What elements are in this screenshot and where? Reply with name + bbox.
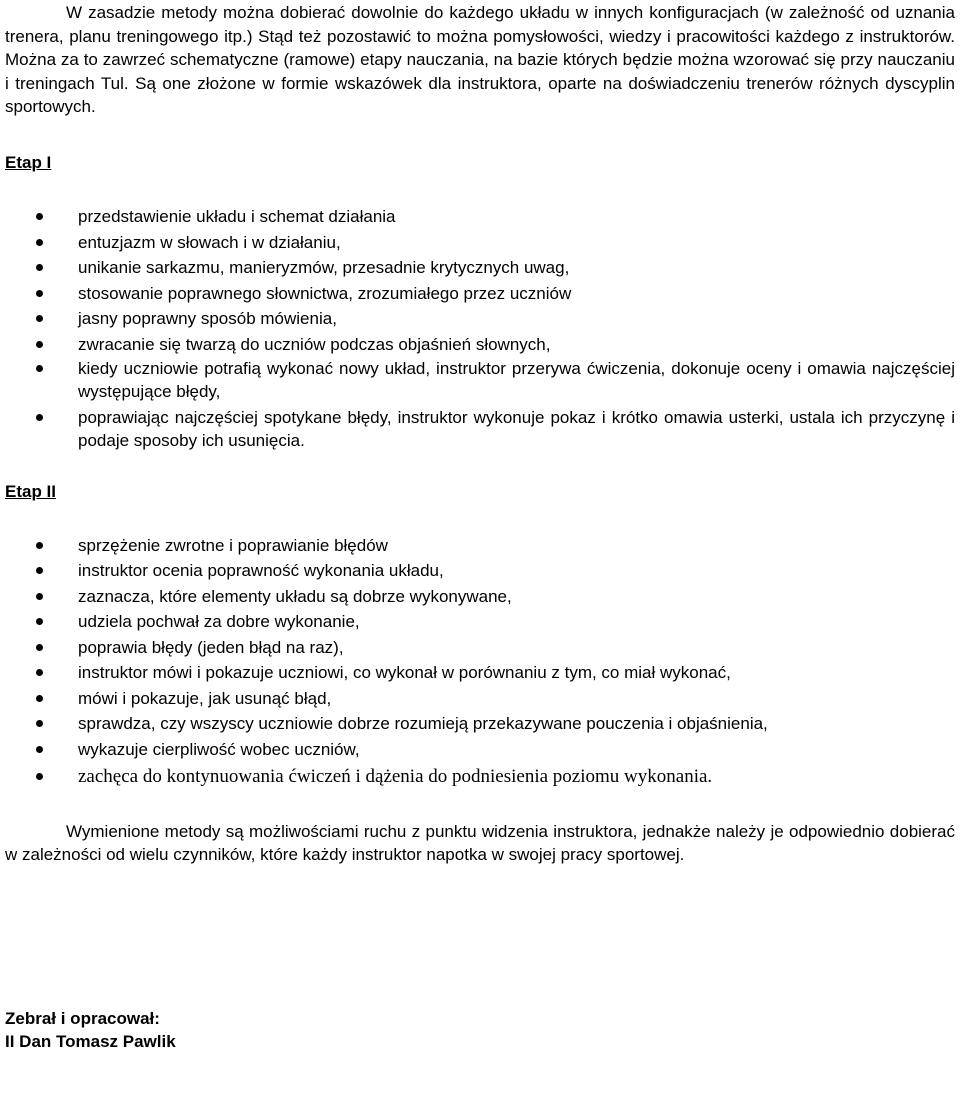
list-item: unikanie sarkazmu, manieryzmów, przesadnie krytycznych uwag,	[5, 255, 955, 281]
list-item: instruktor mówi i pokazuje uczniowi, co wykonał w porównaniu z tym, co miał wykonać,	[5, 660, 955, 686]
bullet-icon	[36, 567, 43, 574]
list-item: udziela pochwał za dobre wykonanie,	[5, 609, 955, 635]
document-page	[5, 0, 955, 1054]
bullet-icon	[36, 746, 43, 753]
bullet-icon	[36, 542, 43, 549]
list-item: poprawia błędy (jeden błąd na raz),	[5, 635, 955, 661]
bullet-icon	[36, 644, 43, 651]
bullet-icon	[36, 213, 43, 220]
list-item: przedstawienie układu i schemat działania	[5, 204, 955, 230]
list-item: zachęca do kontynuowania ćwiczeń i dążenia do podniesienia poziomu wykonania.	[5, 764, 955, 790]
list-item: zwracanie się twarzą do uczniów podczas objaśnień słownych,	[5, 332, 955, 358]
stage-1-list	[5, 204, 955, 452]
bullet-icon	[36, 669, 43, 676]
list-item: instruktor ocenia poprawność wykonania układu,	[5, 558, 955, 584]
list-item: zaznacza, które elementy układu są dobrze wykonywane,	[5, 584, 955, 610]
bullet-icon	[36, 618, 43, 625]
closing-paragraph: Wymienione metody są możliwościami ruchu z punktu widzenia instruktora, jednakże należy je odpowiednio dobierać w zależności od wielu czynników, które każdy instruktor napotka w swojej pracy sportowej.	[5, 821, 955, 864]
bullet-icon	[36, 365, 43, 372]
list-item: entuzjazm w słowach i w działaniu,	[5, 230, 955, 256]
list-item: jasny poprawny sposób mówienia,	[5, 306, 955, 332]
stage-2-heading: Etap II	[5, 482, 57, 501]
bullet-icon	[36, 695, 43, 702]
bullet-icon	[36, 290, 43, 297]
bullet-icon	[36, 773, 43, 780]
list-item: sprawdza, czy wszyscy uczniowie dobrze rozumieją przekazywane pouczenia i objaśnienia,	[5, 711, 955, 737]
bullet-icon	[36, 593, 43, 600]
bullet-icon	[36, 341, 43, 348]
credits-author: II Dan Tomasz Pawlik	[5, 1032, 176, 1051]
list-item: sprzężenie zwrotne i poprawianie błędów	[5, 533, 955, 559]
intro-paragraph: W zasadzie metody można dobierać dowolnie do każdego układu w innych konfiguracjach (w zależność od uznania trenera, planu treningowego itp.) Stąd też pozostawić to można pomysłowości, wiedzy i pracowitości każdego z instruktorów. Można za to zawrzeć schematyczne (ramowe) etapy nauczania, na bazie których będzie można wzorować się przy nauczaniu i treningach Tul. Są one złożone w formie wskazówek dla instruktora, oparte na doświadczeniu trenerów różnych dyscyplin sportowych.	[5, 3, 955, 116]
list-item: mówi i pokazuje, jak usunąć błąd,	[5, 686, 955, 712]
stage-2-list	[5, 533, 955, 790]
bullet-icon	[36, 315, 43, 322]
bullet-icon	[36, 720, 43, 727]
stage-1-heading: Etap I	[5, 152, 52, 172]
list-item: poprawiając najczęściej spotykane błędy, instruktor wykonuje pokaz i krótko omawia usterki, ustala ich przyczynę i podaje sposoby ich usunięcia.	[5, 406, 955, 452]
bullet-icon	[36, 414, 43, 421]
bullet-icon	[36, 239, 43, 246]
list-item: stosowanie poprawnego słownictwa, zrozumiałego przez uczniów	[5, 281, 955, 307]
bullet-icon	[36, 264, 43, 271]
credits-label: Zebrał i opracował:	[5, 1008, 160, 1028]
list-item: wykazuje cierpliwość wobec uczniów,	[5, 737, 955, 763]
list-item: kiedy uczniowie potrafią wykonać nowy układ, instruktor przerywa ćwiczenia, dokonuje oceny i omawia najczęściej występujące błędy,	[5, 357, 955, 403]
